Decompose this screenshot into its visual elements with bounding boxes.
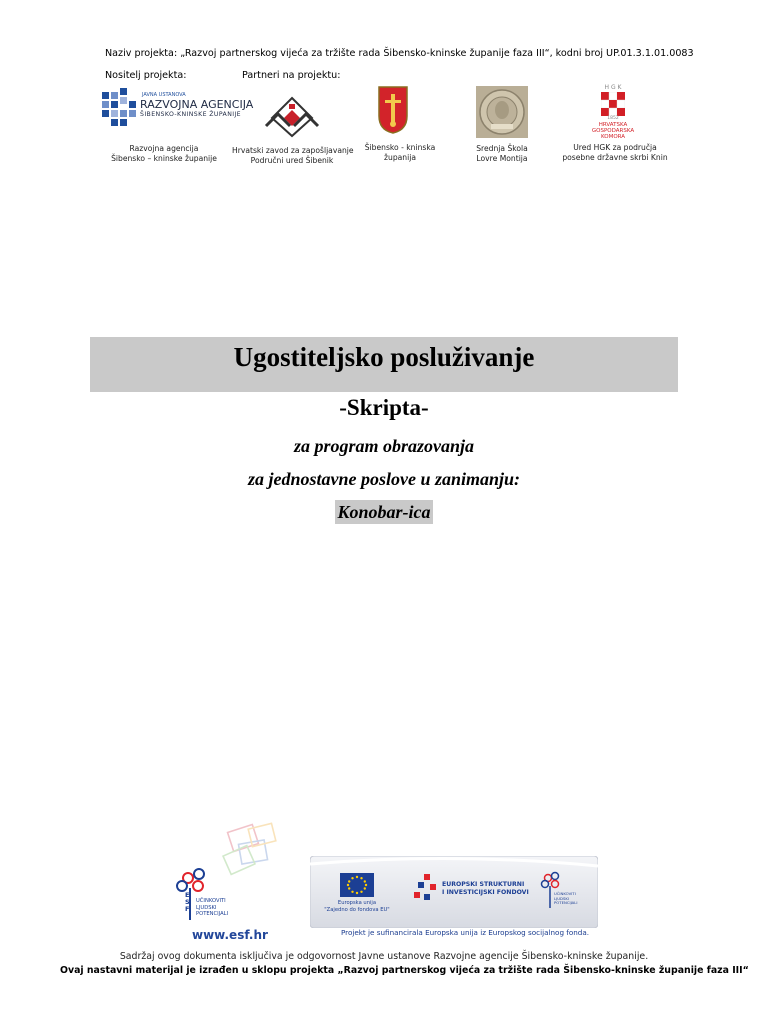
- zupanija-caption: [360, 143, 440, 163]
- esf-small-line2: LJUDSKI: [554, 895, 569, 901]
- eu-caption-line1: Europska unija: [337, 900, 377, 906]
- zupanija-coat-of-arms: [378, 86, 408, 134]
- esf-text-line2: LJUDSKI: [196, 904, 217, 911]
- esf-small-line3: POTENCIJALI: [554, 900, 578, 906]
- esf-website-link[interactable]: www.esf.hr: [192, 928, 268, 942]
- material-note-text: Ovaj nastavni materijal je izrađen u sklopu projekta „Razvoj partnerskog vijeća za tržište rada Šibensko-kninske županije faza III“: [60, 965, 749, 976]
- esf-text-line3: POTENCIJALI: [196, 911, 229, 917]
- occupation-intro-line: za jednostavne poslove u zanimanju:: [247, 469, 521, 489]
- funding-note: Projekt je sufinancirala Europska unija iz Europskog socijalnog fonda.: [340, 928, 590, 937]
- rara-logo-sub: ŠIBENSKO-KNINSKE ŽUPANIJE: [140, 111, 241, 118]
- esf-acronym: ESF: [185, 891, 190, 913]
- rara-caption-line2: Šibensko – kninske županije: [111, 154, 217, 163]
- zupanija-caption-line2: županija: [384, 153, 416, 162]
- hgk-name-line3: KOMORA: [600, 134, 626, 140]
- hzz-logo: [262, 96, 322, 138]
- rara-logo-small: JAVNA USTANOVA: [142, 92, 186, 98]
- hzz-caption: [232, 146, 352, 166]
- hgk-checkerboard-icon: [601, 92, 625, 116]
- hgk-logo: [590, 84, 660, 144]
- rara-logo: [102, 88, 254, 128]
- project-partners-label: Partneri na projektu:: [242, 70, 341, 81]
- hzz-caption-line1: Hrvatski zavod za zapošljavanje: [232, 146, 354, 155]
- esi-funds-text: [442, 881, 529, 897]
- hgk-caption: [562, 143, 668, 163]
- zupanija-caption-line1: Šibensko - kninska: [364, 143, 436, 152]
- hzz-caption-line2: Područni ured Šibenik: [250, 156, 334, 165]
- esf-small-line1: UČINKOVITI: [554, 891, 576, 896]
- esi-line2: I INVESTICIJSKI FONDOVI: [442, 889, 529, 896]
- document-title: Ugostiteljsko posluživanje: [233, 342, 535, 372]
- eu-funding-banner: [310, 856, 598, 928]
- hzz-emblem-icon: [262, 96, 322, 138]
- eu-caption-line2: "Zajedno do fondova EU": [324, 906, 390, 913]
- esi-line1: EUROPSKI STRUKTURNI: [442, 881, 525, 888]
- school-seal-icon: [476, 86, 528, 138]
- hgk-name-line2: GOSPODARSKA: [591, 128, 635, 134]
- hgk-caption-line2: posebne državne skrbi Knin: [562, 153, 668, 162]
- skola-caption-line1: Srednja Škola: [476, 144, 528, 153]
- rara-caption: [108, 144, 220, 164]
- esf-small-text: [554, 892, 578, 906]
- occupation-wrap: [90, 500, 678, 524]
- rara-logo-big: RAZVOJNA AGENCIJA: [140, 98, 254, 111]
- eu-flag-icon: [340, 873, 374, 897]
- skola-caption: [462, 144, 542, 164]
- hgk-year: 1852: [607, 116, 619, 121]
- document-subtitle: -Skripta-: [339, 395, 429, 420]
- skola-caption-line2: Lovre Montija: [476, 154, 528, 163]
- coat-of-arms-icon: [378, 86, 408, 134]
- project-holder-label: Nositelj projekta:: [105, 70, 187, 81]
- program-line: za program obrazovanja: [293, 436, 475, 456]
- skola-seal: [476, 86, 528, 138]
- hgk-caption-line1: Ured HGK za područja: [573, 143, 657, 152]
- disclaimer-text: Sadržaj ovog dokumenta isključiva je odgovornost Javne ustanove Razvojne agencije Šibensko-kninske županije.: [119, 951, 649, 962]
- project-name-line: Naziv projekta: „Razvoj partnerskog vijeća za tržište rada Šibensko-kninske županije faza III“, kodni broj UP.01.3.1.01.0083: [105, 48, 694, 59]
- esf-text-line1: UČINKOVITI: [196, 898, 226, 904]
- occupation-name: Konobar-ica: [337, 502, 431, 522]
- esf-text: [196, 898, 228, 918]
- rara-grid-icon: [102, 88, 138, 126]
- esf-logo: [168, 822, 288, 926]
- hgk-name: [578, 122, 648, 140]
- eu-flag-caption: [322, 900, 392, 913]
- hgk-mark: H G K: [604, 84, 622, 91]
- esi-funds-icon: [414, 874, 444, 904]
- hgk-name-line1: HRVATSKA: [598, 122, 628, 128]
- rara-caption-line1: Razvojna agencija: [129, 144, 199, 153]
